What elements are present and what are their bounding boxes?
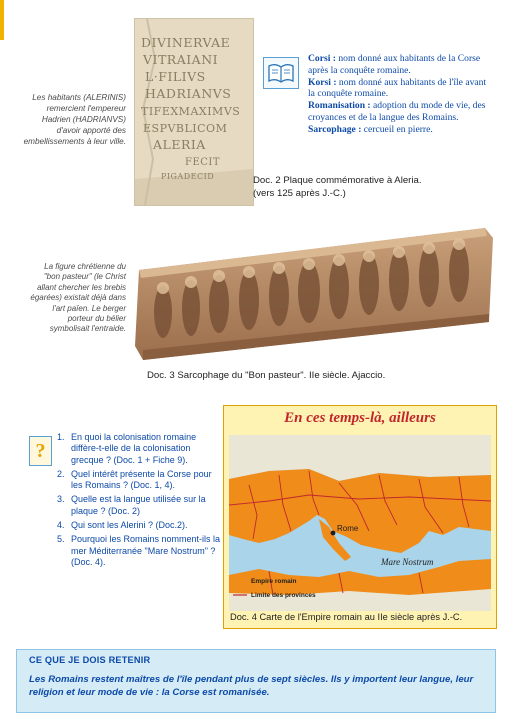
legend-empire-label: Empire romain (251, 578, 297, 585)
glossary-entry (308, 100, 488, 124)
commemorative-plaque-image (134, 18, 254, 206)
roman-empire-map-panel (223, 405, 497, 629)
plaque-line: ALERIA (153, 137, 206, 152)
doc2-caption (253, 175, 443, 200)
map-title: En ces temps-là, ailleurs (284, 410, 436, 426)
glossary-entry (308, 77, 488, 101)
roman-empire-map (229, 435, 491, 611)
question-number: 3. (57, 494, 65, 505)
question-text: Pourquoi les Romains nomment-ils la mer Méditerranée "Mare Nostrum" ? (Doc. 4). (71, 534, 221, 567)
question-text: Quel intérêt présente la Corse pour les Romains ? (Doc. 1, 4). (71, 468, 212, 491)
book-icon (263, 57, 299, 89)
plaque-line: HADRIANVS (145, 86, 232, 101)
key-takeaway-title: CE QUE JE DOIS RETENIR (29, 655, 151, 665)
plaque-line: VITRAIANI (143, 52, 219, 67)
key-takeaway-box (16, 649, 496, 713)
key-takeaway-text: Les Romains restent maîtres de l'île pendant plus de sept siècles. Ils y importent leur langue, leur religion et leur mode de vie : la Corse est romanisée. (29, 674, 474, 698)
question-item (57, 534, 225, 568)
corner-accent (0, 0, 4, 40)
question-list (57, 432, 225, 571)
glossary-term: Korsi : (308, 76, 337, 88)
question-item (57, 432, 225, 466)
legend-provinces-label: Limite des provinces (251, 592, 316, 599)
glossary-definition: adoption du mode de vie, des croyances et de la langue des Romains. (308, 100, 486, 123)
glossary-term: Sarcophage : (308, 123, 362, 135)
doc3-caption: Doc. 3 Sarcophage du "Bon pasteur". IIe siècle. Ajaccio. (147, 370, 386, 381)
plaque-line: FECIT (185, 157, 221, 168)
doc4-caption: Doc. 4 Carte de l'Empire romain au IIe siècle après J.-C. (230, 612, 463, 622)
plaque-line: L·FILIVS (145, 69, 206, 84)
glossary-term: Corsi : (308, 53, 336, 64)
sarcophagus-image (133, 226, 495, 364)
question-text: En quoi la colonisation romaine diffère-t-elle de la colonisation grecque ? (Doc. 1 + Fiche 9). (71, 432, 197, 465)
rome-marker (331, 531, 336, 536)
question-mark-icon: ? (29, 436, 52, 466)
question-number: 2. (57, 468, 65, 479)
plaque-line: PIGADECID (161, 172, 215, 181)
map-label-rome: Rome (337, 524, 359, 533)
glossary-definition: nom donné aux habitants de la Corse après la conquête romaine. (308, 53, 481, 76)
glossary-entry (308, 53, 488, 77)
question-number: 5. (57, 534, 65, 545)
glossary-definition: nom donné aux habitants de l'île avant la conquête romaine. (308, 76, 487, 100)
question-item (57, 469, 225, 492)
legend-empire-swatch (233, 577, 247, 584)
plaque-side-caption: Les habitants (ALERINIS) remercient l'empereur Hadrien (HADRIANVS) d'avoir apporté des embellissements à leur ville. (23, 93, 126, 146)
question-number: 1. (57, 432, 65, 442)
plaque-line: DIVINERVAE (141, 35, 231, 50)
plaque-line: TIFEXMAXIMVS (141, 105, 241, 118)
question-number: 4. (57, 520, 65, 531)
doc2-caption-line: (vers 125 après J.-C.) (253, 187, 346, 199)
question-item (57, 520, 225, 531)
glossary-definition: cercueil en pierre. (361, 123, 433, 135)
question-item (57, 494, 225, 517)
glossary-entry (308, 124, 488, 136)
question-text: Quelle est la langue utilisée sur la plaque ? (Doc. 2) (71, 494, 206, 516)
map-label-sea: Mare Nostrum (381, 557, 434, 567)
plaque-line: ESPVBLICOM (143, 122, 228, 135)
question-text: Qui sont les Alerini ? (Doc.2). (71, 520, 188, 531)
doc2-caption-line: Doc. 2 Plaque commémorative à Aleria. (253, 175, 422, 186)
glossary (308, 53, 488, 136)
sarcophagus-side-caption: La figure chrétienne du "bon pasteur" (le Christ allant chercher les brebis égarées) existait déjà dans l'art païen. Le berger porteur du bélier symbolisait l'entraide. (30, 262, 126, 334)
glossary-term: Romanisation : (308, 100, 371, 112)
